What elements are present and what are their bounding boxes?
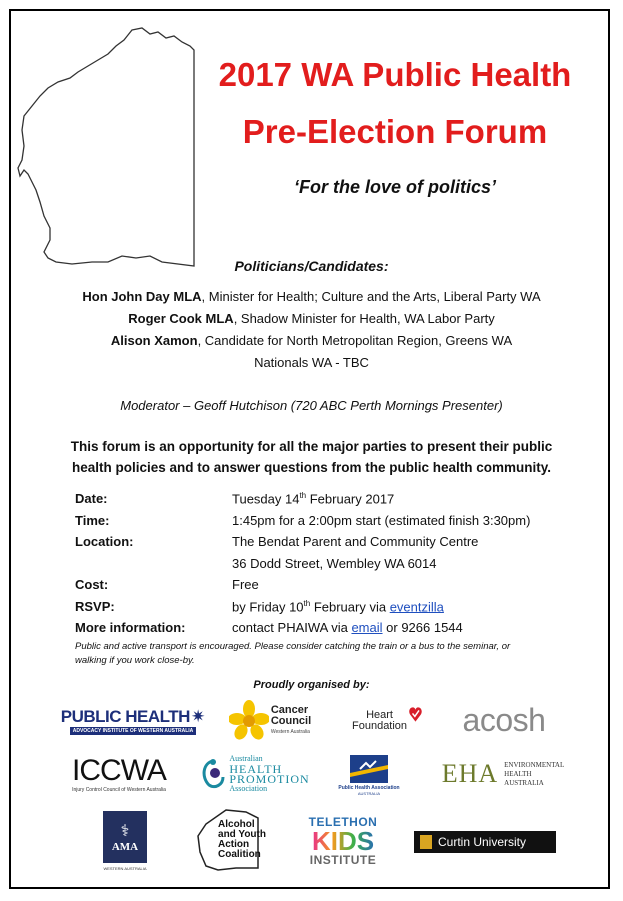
moderator-line: Moderator – Geoff Hutchison (720 ABC Perth Mornings Presenter) xyxy=(120,398,503,413)
rsvp-label: RSVP: xyxy=(75,598,115,614)
rsvp-value: by Friday 10th February via eventzilla xyxy=(232,598,444,614)
pha-logo: Public Health Association AUSTRALIA xyxy=(328,753,410,797)
politicians-heading: Politicians/Candidates: xyxy=(234,258,389,274)
ahpa-logo: Australian HEALTH PROMOTION Association xyxy=(192,752,317,796)
cancer-council-logo: Cancer Council Western Australia xyxy=(220,698,320,744)
more-info-label: More information: xyxy=(75,620,186,636)
event-details xyxy=(75,488,595,639)
email-link[interactable]: email xyxy=(351,620,383,636)
ama-emblem: ⚕ AMA xyxy=(103,811,147,863)
eventzilla-link[interactable]: eventzilla xyxy=(389,598,444,614)
iccwa-logo: ICCWA Injury Control Council of Western Australia xyxy=(72,754,166,793)
curtin-university-logo: Curtin University xyxy=(414,831,556,853)
cost-label: Cost: xyxy=(75,577,109,593)
forum-title-line1: 2017 WA Public Health xyxy=(218,56,572,93)
cost-value: Free xyxy=(232,577,259,593)
date-row xyxy=(75,488,595,510)
transport-note: Public and active transport is encouraged. Please consider catching the train or a bus to the seminar, or walking if you work close-by. xyxy=(75,641,511,666)
eha-logo: EHA ENVIRONMENTAL HEALTH AUSTRALIA xyxy=(441,759,565,788)
politician-line: Hon John Day MLA, Minister for Health; Culture and the Arts, Liberal Party WA xyxy=(82,289,541,304)
heart-tick-icon xyxy=(409,699,422,729)
time-row xyxy=(75,510,595,532)
rsvp-row xyxy=(75,596,595,618)
telethon-kids-institute-logo: TELETHON KIDS INSTITUTE xyxy=(308,815,378,867)
location-venue: The Bendat Parent and Community Centre xyxy=(232,534,479,550)
politician-line: Alison Xamon, Candidate for North Metropolitan Region, Greens WA xyxy=(110,333,513,348)
location-row xyxy=(75,531,595,553)
time-value: 1:45pm for a 2:00pm start (estimated finish 3:30pm) xyxy=(232,512,531,528)
forum-description: This forum is an opportunity for all the major parties to present their public health policies and to answer questions from the public health community. xyxy=(70,439,553,475)
alcohol-youth-action-coalition-logo: Alcohol and Youth Action Coalition xyxy=(196,808,274,872)
time-label: Time: xyxy=(75,512,110,528)
location-address: 36 Dodd Street, Wembley WA 6014 xyxy=(232,555,437,571)
caduceus-icon: ⚕ xyxy=(120,823,130,840)
ama-logo: ⚕ AMA WESTERN AUSTRALIA xyxy=(100,808,150,874)
politician-line: Nationals WA - TBC xyxy=(254,355,369,370)
daffodil-icon xyxy=(229,699,269,743)
phaiwa-logo: PUBLIC HEALTH ✷ ADVOCACY INSTITUTE OF WESTERN AUSTRALIA xyxy=(60,707,206,734)
swirl-icon xyxy=(199,757,227,791)
politician-line: Roger Cook MLA, Shadow Minister for Health, WA Labor Party xyxy=(128,311,495,326)
location-label: Location: xyxy=(75,534,134,550)
date-value: Tuesday 14th February 2017 xyxy=(232,491,395,507)
pha-emblem-icon xyxy=(350,755,388,783)
acosh-logo: acosh xyxy=(462,701,546,738)
western-australia-map-outline xyxy=(12,26,197,268)
running-figure-icon: ✷ xyxy=(190,707,206,726)
forum-title-line2: Pre-Election Forum xyxy=(242,113,548,150)
location-address-row xyxy=(75,553,595,575)
cost-row xyxy=(75,574,595,596)
organisers-heading: Proudly organised by: xyxy=(253,679,370,691)
more-info-value: contact PHAIWA via email or 9266 1544 xyxy=(232,620,463,636)
tagline: ‘For the love of politics’ xyxy=(293,177,497,197)
date-label: Date: xyxy=(75,491,108,507)
more-info-row xyxy=(75,617,595,639)
crest-icon xyxy=(420,835,432,849)
heart-foundation-logo: Heart Foundation xyxy=(352,698,422,744)
